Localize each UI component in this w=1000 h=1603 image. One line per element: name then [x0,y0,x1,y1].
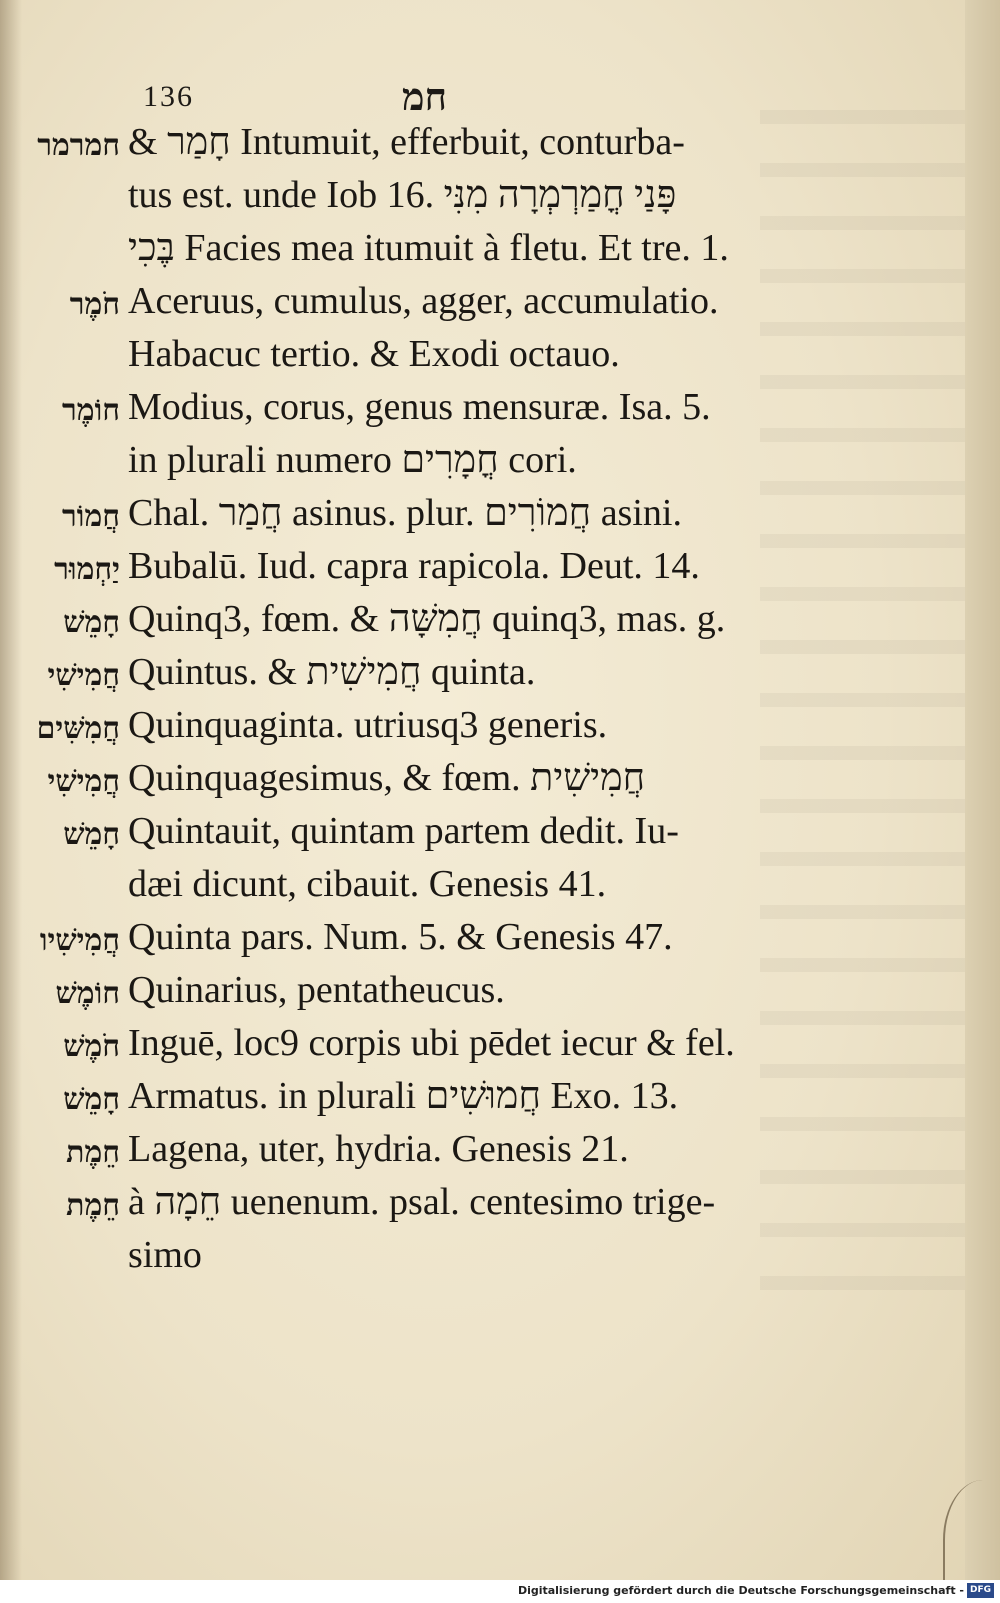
entry-line [0,915,965,968]
entry-line [0,1021,965,1074]
hebrew-headword: חֲמִישִׁי [47,764,120,799]
entry-text: Quintauit, quintam partem dedit. Iu- [128,810,679,852]
entry-line [0,226,965,279]
entry-text: Quinarius, pentatheucus. [128,969,505,1011]
entry-text: Inguē, loc9 corpis ubi pēdet iecur & fel. [128,1022,735,1064]
page-edge [965,0,1000,1580]
hebrew-headword: חֲמִישִׁיו [39,923,120,958]
entry-text: & חָמַר Intumuit, efferbuit, conturba- [128,121,685,163]
entry-line [0,1233,965,1286]
entry-text: Armatus. in plurali חֲמוּשִׁים Exo. 13. [128,1075,679,1117]
entry-text: Bubalū. Iud. capra rapicola. Deut. 14. [128,545,700,587]
entry-line [0,491,965,544]
entry-text: simo [128,1234,202,1276]
entry-text: Lagena, uter, hydria. Genesis 21. [128,1128,629,1170]
entry-text: Quinq3, fœm. & חֲמִשָּׁה quinq3, mas. g. [128,598,726,640]
entry-text: in plurali numero חֳמָרִים cori. [128,439,577,481]
footer [0,1580,1000,1603]
entry-text: Quinquaginta. utriusq3 generis. [128,704,608,746]
entry-line [0,120,965,173]
hebrew-headword: חֲמִישִׁי [47,658,120,693]
entry-text: tus est. unde Iob 16. פָּנַי חֳמַרְמְרָה מִנִּי [128,174,677,216]
running-head: חמ [402,74,448,119]
entry-line [0,756,965,809]
hebrew-headword: חָמֵשׁ [63,605,120,640]
entry-line [0,544,965,597]
hebrew-headword: חוֹמֶשׁ [55,976,120,1011]
entry-text: בֶּכִי Facies mea itumuit à fletu. Et tre. 1. [128,227,729,269]
hebrew-headword: חֵמֶת [66,1135,120,1170]
entry-text: Quinta pars. Num. 5. & Genesis 47. [128,916,673,958]
entry-line [0,279,965,332]
entry-text: Chal. חֲמַר asinus. plur. חֲמוֹרִים asini. [128,492,682,534]
hebrew-headword: חָמֵשׁ [63,817,120,852]
hebrew-headword: יַחְמוּר [54,552,120,587]
entry-text: dæi dicunt, cibauit. Genesis 41. [128,863,607,905]
entry-line [0,650,965,703]
entry-line [0,438,965,491]
entry-line [0,703,965,756]
entry-line [0,332,965,385]
hebrew-headword: חֹמֶשׁ [63,1029,120,1064]
funding-credit: Digitalisierung gefördert durch die Deutsche Forschungsgemeinschaft - [517,1584,964,1597]
entry-line [0,385,965,438]
hebrew-headword: חֵמֶת [66,1188,120,1223]
entry-line [0,1074,965,1127]
entry-line [0,173,965,226]
hebrew-headword: חֲמִשִּׁים [36,711,120,746]
hebrew-headword: חָמֵשׁ [63,1082,120,1117]
entry-line [0,597,965,650]
page-number: 136 [143,80,194,113]
entry-text: Aceruus, cumulus, agger, accumulatio. [128,280,719,322]
entry-text: à חֵמָה uenenum. psal. centesimo trige- [128,1181,716,1223]
entry-text: Habacuc tertio. & Exodi octauo. [128,333,620,375]
entry-line [0,862,965,915]
hebrew-headword: חֹמֶר [69,287,120,322]
entry-text: Quintus. & חֲמִישִׁית quinta. [128,651,536,693]
entry-text: Modius, corus, genus mensuræ. Isa. 5. [128,386,711,428]
hebrew-headword: חמרמר [37,128,120,163]
hebrew-headword: חוֹמֶר [62,393,120,428]
hebrew-headword: חֲמוֹר [62,499,120,534]
entry-line [0,809,965,862]
entry-text: Quinquagesimus, & fœm. חֲמִישִׁית [128,757,646,799]
entry-line [0,968,965,1021]
dfg-logo: DFG [967,1583,994,1598]
entry-line [0,1127,965,1180]
dictionary-entries [0,120,965,1286]
entry-line [0,1180,965,1233]
